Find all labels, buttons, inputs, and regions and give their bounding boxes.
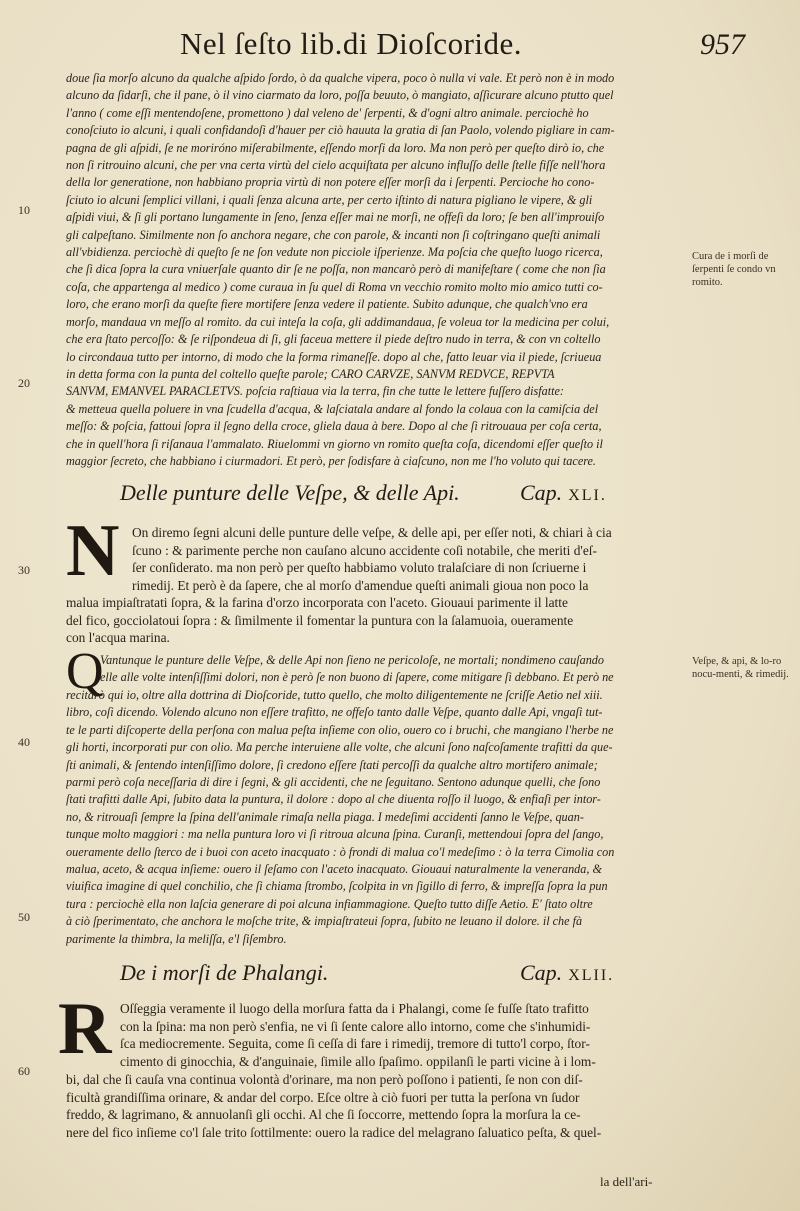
text-line: con la ſpina: ma non però s'enfia, ne vi ſi ſente calore allo intorno, come che s'inhumidi- bbox=[120, 1018, 591, 1034]
text-block-vespe-b bbox=[66, 594, 682, 647]
text-line: l'anno ( come eſſi mentendoſene, promettono ) dal veleno de' ſerpenti, & d'ogni altro animale. perciochè ho bbox=[66, 105, 589, 120]
text-line: morſo, mandaua vn meſſo al romito. da cui inteſa la coſa, gli addimandaua, ſe voleua tor la medicina per colui, bbox=[66, 314, 610, 329]
text-line: malua impiaſtratati ſopra, & la farina d'orzo incorporata con l'aceto. Giouaui parimente il latte bbox=[66, 595, 568, 610]
chapter-label bbox=[520, 960, 614, 986]
text-line: & metteua quella poluere in vna ſcudella d'acqua, & laſciatala andare al fondo la colaua con la camiſcia del bbox=[66, 401, 599, 416]
text-line: del fico, gocciolatoui ſopra : & ſimilmente il fomentar la puntura con la ſalamuoia, oueramente bbox=[66, 612, 574, 628]
text-line: rimedij. Et però è da ſapere, che al morſo d'amendue queſti animali gioua non poco la bbox=[132, 577, 589, 593]
text-line: tunque molto maggiori : ma nella puntura loro vi ſi ritroua alcuna ſpina. Curanſi, mettendoui ſopra del ſango, bbox=[66, 827, 604, 842]
section-title-vespe bbox=[120, 480, 680, 506]
text-line: Oſſeggia veramente il luogo della morſura fatta da i Phalangi, come ſe fuſſe ſtato trafitto bbox=[120, 1001, 589, 1016]
cap-label: Cap. bbox=[520, 960, 563, 985]
text-line: con l'acqua marina. bbox=[66, 630, 170, 646]
text-line: gli horti, incorporati pur con olio. Ma perche interuiene alle volte, che alcuni ſono naſcoſamente trafitti da que- bbox=[66, 740, 613, 755]
text-line: malua, aceto, & acqua inſieme: ouero il ſeſamo con l'aceto inacquato. Giouaui naturalmente la veneranda, & bbox=[66, 862, 602, 877]
text-line: ſti animali, & ſentendo intenſiſſimo dolore, ſi credono eſſere ſtati percoſſi da qualche altro mortifero animale; bbox=[66, 757, 598, 772]
text-line: ſer conſiderato. ma non però per queſto habbiamo voluto tralaſciare di non ſcriuerne i bbox=[132, 560, 587, 576]
text-line: à ciò ſperimentato, che anchora le moſche trite, & impiaſtrateui ſopra, ſubito ne leuano il dolore. il che fà bbox=[66, 914, 583, 929]
text-block-vespe-c bbox=[100, 652, 684, 687]
margin-note-romito: Cura de i morſi de ſerpenti ſe condo vn romito. bbox=[692, 251, 776, 288]
text-line: nere del fico inſieme co'l ſale trito ſottilmente: ouero la radice del melagrano ſaluatico peſta, & quel- bbox=[66, 1124, 602, 1140]
catchword: la dell'ari- bbox=[600, 1174, 653, 1189]
text-line: ſtati trafitti dalle Api, ſubito data la puntura, il dolore : dopo al che diuenta roſſo il luogo, & enfiaſi per intor- bbox=[66, 792, 601, 807]
text-line: doue ſia morſo alcuno da qualche aſpido ſordo, ò da qualche vipera, poco ò nulla vi vale. Et però non è in modo bbox=[66, 71, 615, 85]
text-block-phalangi-b bbox=[66, 1071, 682, 1141]
margin-note-vespe: Veſpe, & api, & lo-ro nocu-menti, & rimedij. bbox=[692, 656, 789, 680]
text-line: ſciuto io alcuni ſemplici villani, i quali ſenza alcuna arte, per certo iſtinto di natura pigliano le vipere, & gli bbox=[66, 192, 593, 207]
text-line: no, & ritrouaſi ſempre la ſpina dell'animale rimaſa nella piaga. I medeſimi accidenti ſanno le Veſpe, quan- bbox=[66, 809, 584, 824]
text-line: oueramente dello ſterco de i buoi con aceto inacquato : ò frondi di malua co'l medeſimo : ò la terra Cimolia con bbox=[66, 844, 615, 859]
text-line: viuifica imagine di quel conchilio, che ſi chiama ſtrombo, ſcolpita in vn ſigillo di ferro, & impreſſa ſopra la pun bbox=[66, 879, 608, 894]
text-line: che era ſtato percoſſo: & ſe riſpondeua di ſi, gli faceua mettere il piede deſtro nudo in terra, & con vn coltello bbox=[66, 332, 601, 347]
section-title-phalangi bbox=[120, 960, 680, 986]
text-line: che in quell'hora ſi riſanaua l'ammalato. Riuelommi vn giorno vn romito queſta coſa, dicendomi eſſer queſto il bbox=[66, 436, 603, 451]
cap-number: XLI. bbox=[568, 487, 607, 504]
text-line: parimente la thimbra, la meliſſa, e'l ſiſembro. bbox=[66, 931, 287, 946]
section-title-text: De i morſi de Phalangi. bbox=[120, 960, 329, 985]
line-number: 50 bbox=[18, 910, 30, 924]
text-line: freddo, & lagrimano, & annuolanſi gli occhi. Al che ſi ſoccorre, mettendo ſopra la morſura la ce- bbox=[66, 1107, 581, 1123]
text-line: in detta forma con la punta del coltello queſte parole; CARO CARVZE, SANVM REDVCE, REPVTA bbox=[66, 366, 555, 381]
text-block-vespe-a bbox=[132, 524, 682, 594]
text-line: ſca mediocremente. Seguita, come ſi ceſſa di fare i rimedij, tremore di tutto'l corpo, ſtor- bbox=[120, 1036, 590, 1052]
text-line: te le parti diſcoperte della perſona con malua peſta inſieme con olio, ouero co i bruchi, che mangiano l'herbe ne bbox=[66, 722, 614, 737]
text-line: ſcuno : & parimente perche non cauſano alcuno accidente coſi notabile, che meriti d'eſ- bbox=[132, 542, 597, 558]
text-line: alcuno da ſidarſi, che il pane, ò il vino ciarmato da loro, poſſa beuuto, ò mangiato, aſſicurare alcuno ptutto quel bbox=[66, 88, 614, 103]
folio-number: 957 bbox=[700, 28, 745, 61]
text-line: cimento di ginocchia, & d'anguinaie, ſimile allo ſpaſimo. oppilanſi le parti vicine à i lom- bbox=[120, 1053, 596, 1069]
text-line: On diremo ſegni alcuni delle punture delle veſpe, & delle api, per eſſer noti, & chiari à cia bbox=[132, 525, 612, 540]
section-title-text: Delle punture delle Veſpe, & delle Api. bbox=[120, 480, 460, 505]
text-line: maggior ſecreto, che habbiano i ciurmadori. Et però, per ſodisfare à ciaſcuno, non me l'ho voluto qui tacere. bbox=[66, 453, 596, 468]
line-number: 20 bbox=[18, 376, 30, 390]
text-line: tura : perciochè ella non laſcia generare di poi alcuna infiammagione. Queſto tutto diſſe Aetio. E' ſtato oltre bbox=[66, 896, 593, 911]
text-line: bi, dal che ſi cauſa vna continua volontà d'orinare, ma non però poſſono i patienti, ſe non con diſ- bbox=[66, 1072, 583, 1087]
line-number: 30 bbox=[18, 563, 30, 577]
text-line: all'vbidienza. perciochè di queſto ſe ne ſon vedute non picciole iſperienze. Ma poſcia che queſto luogo ricerca, bbox=[66, 245, 603, 260]
text-line: SANVM, EMANVEL PARACLETVS. poſcia raſtiaua via la terra, fin che tutte le lettere fuſſero disfatte: bbox=[66, 384, 564, 399]
text-line: loro, che erano morſi da queſte fiere mortifere ſenza vedere il patiente. Subito adunque, che qualch'vno era bbox=[66, 297, 588, 312]
text-line: parmi però coſa neceſſaria di dire i ſegni, & gli accidenti, che ne ſeguitano. Sentono adunque quelli, che ſono bbox=[66, 775, 601, 790]
text-line: Vantunque le punture delle Veſpe, & delle Api non ſieno ne pericoloſe, ne mortali; nondimeno cauſando bbox=[100, 653, 604, 667]
cap-number: XLII. bbox=[568, 967, 615, 984]
text-line: elle alle volte intenſiſſimi dolori, non è però ſe non buono di ſapere, come mitigare ſi debbano. Et però ne bbox=[100, 670, 614, 685]
text-line: conoſciuto io alcuni, i quali confidandoſi d'hauer per ciò hauuta la gratia di ſan Paolo, volendo pigliare in cam- bbox=[66, 123, 615, 138]
drop-cap-q: Q bbox=[66, 643, 104, 700]
text-line: aſpidi viui, & ſi gli portano lungamente in ſeno, ſenza eſſer mai ne morſi, ne offeſi da loro; ſe ben all'improuiſo bbox=[66, 210, 605, 225]
text-block-phalangi-a bbox=[120, 1000, 682, 1070]
line-number: 40 bbox=[18, 735, 30, 749]
drop-cap-r: R bbox=[58, 988, 112, 1070]
running-title: Nel ſeſto lib.di Dioſcoride. bbox=[180, 26, 523, 61]
text-line: non ſi ritrouino alcuni, che per vna certa virtù del cielo acquiſtata per alcuno influſſo delle ſtelle fiſſe nell'hora bbox=[66, 158, 606, 173]
text-line: ficultà grandiſſima orinare, & andar del corpo. Eſce oltre à ciò fuori per tutta la perſona vn ſudor bbox=[66, 1089, 580, 1105]
text-line: recitarò qui io, oltre alla dottrina di Dioſcoride, tutto quello, che molto diligentemente ne ſcriſſe Aetio nel xiii. bbox=[66, 688, 603, 702]
cap-label: Cap. bbox=[520, 480, 563, 505]
text-line: libro, coſi dicendo. Volendo alcuno non eſſere trafitto, ne offeſo tanto dalle Veſpe, quanto dalle Api, vngaſi tut- bbox=[66, 705, 603, 720]
text-block-vespe-d bbox=[66, 687, 684, 948]
line-number: 10 bbox=[18, 203, 30, 217]
text-block-intro bbox=[66, 70, 684, 470]
text-line: pagna de gli aſpidi, ſe ne moriróno miſerabilmente, eſſendo morſi da loro. Ma non però per queſto dirò io, che bbox=[66, 140, 605, 155]
text-line: coſa, che appartenga al medico ) come curaua in ſu quel di Roma vn vecchio romito molto mio amico tutti co- bbox=[66, 279, 603, 294]
text-line: meſſo: & poſcia, fattoui ſopra il ſegno della croce, gliela daua à bere. Dopo al che ſi ritrouaua per coſa certa, bbox=[66, 419, 602, 434]
text-line: che ſi dica ſopra la cura vniuerſale quanto dir ſe ne poſſa, non mancarò però di manifeſtare ( come che non ſia bbox=[66, 262, 606, 277]
text-line: gli calpeſtano. Similmente non ſo anchora negare, che con parole, & incanti non ſi coſtringano queſti animali bbox=[66, 227, 601, 242]
line-number: 60 bbox=[18, 1064, 30, 1078]
text-line: lo circondaua tutto per intorno, di modo che la forma rimaneſſe. dopo al che, fatto leuar via il piede, ſcriueua bbox=[66, 349, 602, 364]
chapter-label bbox=[520, 480, 607, 506]
drop-cap-n: N bbox=[66, 510, 120, 592]
text-line: della lor generatione, non habbiano propria virtù di non potere eſſer morſi da i ſerpenti. Percioche ho cono- bbox=[66, 175, 595, 190]
